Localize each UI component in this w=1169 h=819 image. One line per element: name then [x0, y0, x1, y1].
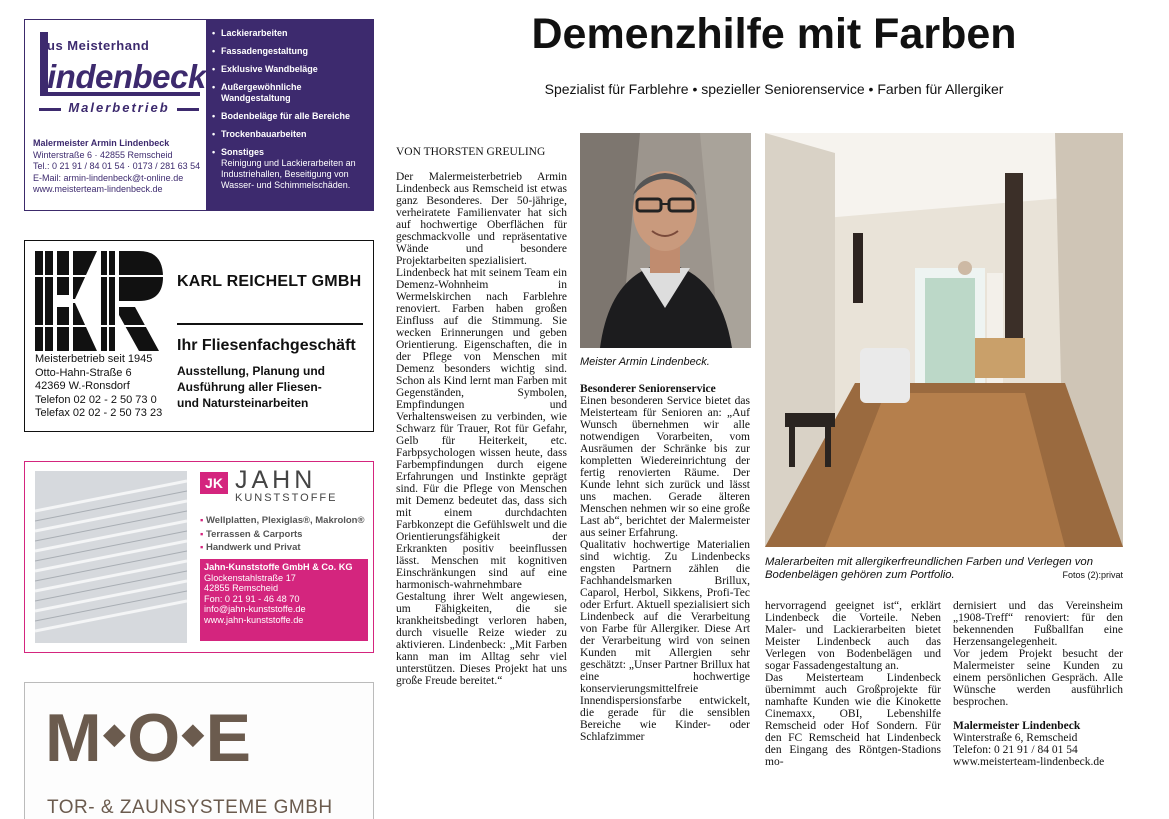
service-item: • Sonstiges Reinigung und Lackierarbeiten an Industriehallen, Beseitigung von Wasser- und Schimmelschäden.	[212, 147, 369, 191]
photo-caption-1: Meister Armin Lindenbeck.	[580, 356, 710, 368]
article-column-3	[765, 600, 941, 768]
paragraph: Qualitativ hochwertige Materialien sind wichtig. Zu Lindenbecks engsten Partnern zählen die Fachhandelsmarken Brillux, Caparol, Herbol, Sikkens, Profi-Tec oder Erfurt. Aktuell spezialisiert sich Lindenbeck auf die Verarbeitung von Farbe für Allergiker. Diese Art der Verarbeitung wird von seinen Kunden mit Allergien sehr geschätzt: „Unser Partner Brillux hat eine hochwertige konservierungsmittelfreie Innendispersionsfarbe entwickelt, die gerade für die sensiblen Bereiche wie Kinder- oder Schlafzimmer	[580, 539, 750, 743]
moe-subtitle: TOR- & ZAUNSYSTEME GMBH	[47, 797, 333, 818]
lindenbeck-services	[206, 20, 373, 210]
tagline: Ihr Fliesenfachgeschäft	[177, 337, 356, 354]
contact-line: E-Mail: armin-lindenbeck@t-online.de	[33, 172, 184, 183]
logo-aus-meisterhand: us Meisterhand	[47, 38, 150, 53]
contact-name: Malermeister Armin Lindenbeck	[33, 138, 170, 148]
service-item: • Außergewöhnliche Wandgestaltung	[212, 82, 369, 104]
contact-line: Winterstraße 6 · 42855 Remscheid	[33, 149, 173, 160]
paragraph: Einen besonderen Service bietet das Meisterteam für Senioren an: „Auf Wunsch übernehmen wir alle notwendigen Vorarbeiten, vom Ausräumen der Schränke bis zur kompletten Wiedereinrichtung der fertig renovierten Räume. Der Kunde lehnt sich zurück und lässt uns machen. Gerade älteren Menschen nehmen wir so eine große Last ab“, berichtet der Malermeister aus seiner Erfahrung.	[580, 395, 750, 539]
paragraph: dernisiert und das Vereinsheim „1908-Treff“ renoviert: für den bekennenden Fußballfan eine Herzensangelegenheit.	[953, 600, 1123, 648]
section-heading: Besonderer Seniorenservice	[580, 383, 716, 395]
divider	[177, 323, 363, 325]
logo-lindenbeck-name: indenbeck	[47, 58, 206, 95]
polycarbonate-sheets-image	[35, 471, 187, 643]
interior-photo	[765, 133, 1123, 547]
article-headline: Demenzhilfe mit Farben	[531, 10, 1017, 58]
article-column-1	[396, 146, 567, 687]
jahn-products: ▪ Wellplatten, Plexiglas®, Makrolon® ▪ Terrassen & Carports ▪ Handwerk und Privat	[200, 515, 365, 553]
logo-malerbetrieb: Malerbetrieb	[35, 100, 203, 115]
article-subline: Spezialist für Farblehre • spezieller Seniorenservice • Farben für Allergiker	[544, 81, 1004, 97]
signature-name: Malermeister Lindenbeck	[953, 720, 1081, 732]
kr-logo-icon	[35, 251, 163, 351]
address: Meisterbetrieb seit 1945 Otto-Hahn-Straße 6 42369 W.-Ronsdorf Telefon 02 02 - 2 50 73 0 Telefax 02 02 - 2 50 73 23	[35, 353, 163, 419]
paragraph: Der Malermeisterbetrieb Armin Lindenbeck aus Remscheid ist etwas ganz Besonderes. Der 50-jährige, verheiratete Familienvater hat sich auf hochwertige Oberflächen für geschmackvolle und repräsentative Wände und besondere Projektarbeiten spezialisiert.	[396, 171, 567, 267]
contact-line: Tel.: 0 21 91 / 84 01 54 · 0173 / 281 63 54	[33, 161, 201, 171]
article-column-4	[953, 600, 1123, 768]
photo-credit: Fotos (2):privat	[1062, 570, 1123, 580]
service-item: • Trockenbauarbeiten	[212, 129, 369, 140]
signature-block: Malermeister Lindenbeck Winterstraße 6, Remscheid Telefon: 0 21 91 / 84 01 54 www.meisterteam-lindenbeck.de	[953, 720, 1105, 768]
ad-moe	[24, 682, 374, 819]
portrait-photo	[580, 133, 751, 348]
service-item: • Lackierarbeiten	[212, 28, 369, 39]
ad-jahn-kunststoffe	[24, 461, 374, 653]
jk-logo: JK	[200, 472, 228, 494]
jahn-title: JAHN	[235, 466, 317, 494]
lindenbeck-contact	[33, 138, 200, 196]
article-column-2	[580, 383, 750, 743]
paragraph: Vor jedem Projekt besucht der Malermeister seine Kunden zu einem persönlichen Gespräch. Alle Wünsche werden ausführlich besprochen.	[953, 648, 1123, 708]
service-item: • Fassadengestaltung	[212, 46, 369, 57]
description: Ausstellung, Planung und Ausführung aller Fliesen- und Natursteinarbeiten	[177, 364, 325, 410]
jahn-contact: Jahn-Kunststoffe GmbH & Co. KG Glockenstahlstraße 17 42855 Remscheid Fon: 0 21 91 - 46 48 70 info@jahn-kunststoffe.de www.jahn-kunststoffe.de	[200, 559, 368, 641]
service-extra: Reinigung und Lackierarbeiten an Industriehallen, Beseitigung von Wasser- und Schimmelschäden.	[221, 158, 356, 190]
byline: VON THORSTEN GREULING	[396, 146, 546, 158]
paragraph: Das Meisterteam Lindenbeck übernimmt auch Großprojekte für namhafte Kunden wie die Kinokette Cinemaxx, OBI, Lebenshilfe Remscheid oder Hof Sondern. Für den FC Remscheid hat Lindenbeck den Eingang des Röntgen-Stadions mo-	[765, 672, 941, 768]
paragraph: hervorragend geeignet ist“, erklärt Lindenbeck die Vorteile. Neben Maler- und Lackierarbeiten bietet Meister Lindenbeck auch das Verlegen von Bodenbelägen und sogar Fassadengestaltung an.	[765, 600, 941, 672]
moe-logo: M◆O◆E	[45, 700, 254, 776]
paragraph: Lindenbeck hat mit seinem Team ein Demenz-Wohnheim in Wermelskirchen nach Farblehre renoviert. Farben haben großen Einfluss auf die Stimmung. Sie wecken Erinnerungen und geben Orientierung. Eigenschaften, die in der Pflege von Menschen mit Demenz besonders wichtig sind. Schon als Kind lernt man Farben mit Gegenständen, Symbolen, Empfindungen und Verhaltensweisen zu verbinden, wie Schwarz für Trauer, Rot für Gefahr, Gelb für Heiterkeit, etc. Farbpsychologen wissen heute, dass Farbempfindungen durch eigene Erfahrungen und Instinkte geprägt sind. Für die Pflege von Menschen mit Demenz bedeutet das, dass sich mit einem durchdachten Farbkonzept die Gefühlswelt und die Orientierungsfähigkeit der Erkrankten positiv beeinflussen lässt. Menschen mit kognitiven Einschränkungen sind auf eine harmonisch-wahrnehmbare Gestaltung ihrer Welt angewiesen, um Fähigkeiten, die sie krankheitsbedingt verloren haben, durch visuelle Reize wieder zu aktivieren. Lindenbeck: „Mit Farben kann man im Alltag sehr viel unterstützen. Dieses Projekt hat uns große Freude bereitet.“	[396, 267, 567, 687]
contact-line: www.meisterteam-lindenbeck.de	[33, 184, 163, 194]
ad-karl-reichelt	[24, 240, 374, 432]
jahn-subtitle: KUNSTSTOFFE	[235, 492, 338, 504]
photo-caption-2: Malerarbeiten mit allergikerfreundlichen Farben und Verlegen von Bodenbelägen gehören zum Portfolio. Fotos (2):privat	[765, 556, 1123, 581]
lindenbeck-logo-area	[25, 20, 206, 210]
service-item: • Exklusive Wandbeläge	[212, 64, 369, 75]
service-item: • Bodenbeläge für alle Bereiche	[212, 111, 369, 122]
ad-lindenbeck	[24, 19, 374, 211]
company-name: KARL REICHELT GMBH	[177, 273, 362, 290]
